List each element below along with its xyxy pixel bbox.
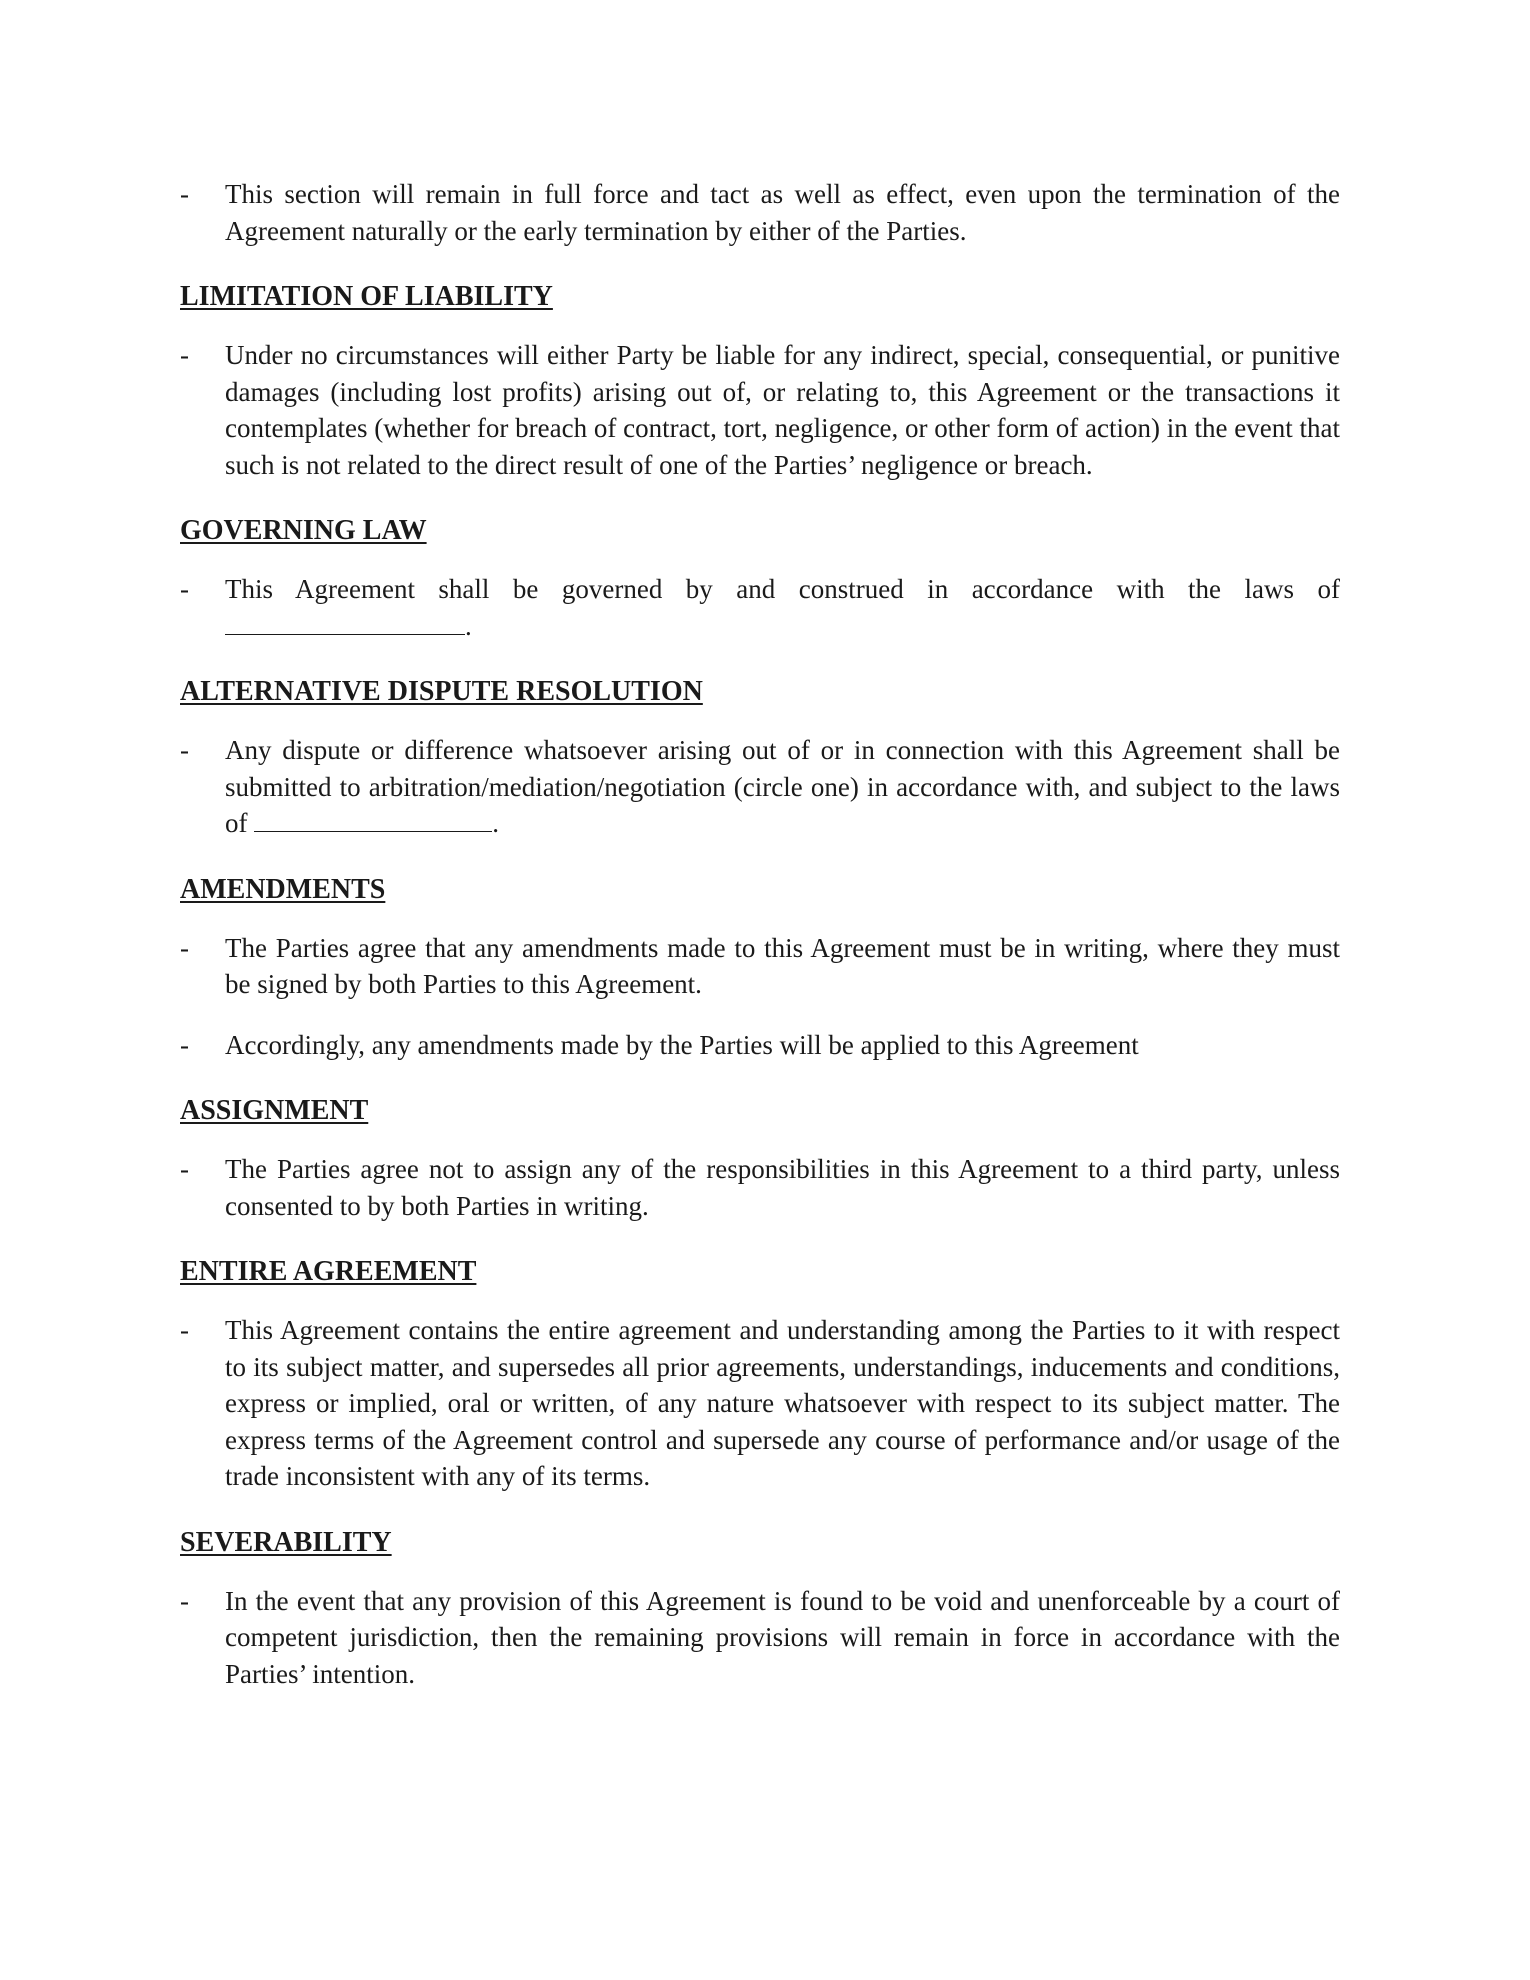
bullet-dash: -: [180, 340, 189, 370]
severability-clause: [180, 1583, 1340, 1693]
governing-law-heading: GOVERNING LAW: [180, 515, 427, 546]
document-content: [180, 176, 1340, 1716]
limitation-of-liability-heading: LIMITATION OF LIABILITY: [180, 281, 553, 312]
dispute-resolution-text: Any dispute or difference whatsoever arising out of or in connection with this Agreement shall be submitted to arbitration/mediation/negotiation (circle one) in accordance with, and subject to the laws of: [225, 735, 1340, 838]
amendments-applied-text: Accordingly, any amendments made by the Parties will be applied to this Agreement: [225, 1029, 1139, 1060]
bullet-dash: -: [180, 179, 189, 209]
bullet-dash: -: [180, 1154, 189, 1184]
assignment-heading: ASSIGNMENT: [180, 1095, 369, 1126]
amendments-writing-text: The Parties agree that any amendments made to this Agreement must be in writing, where they must be signed by both Parties to this Agreement.: [225, 932, 1340, 999]
bullet-dash: -: [180, 1315, 189, 1345]
dispute-resolution-blank-line[interactable]: [254, 805, 492, 832]
entire-agreement-clause: [180, 1312, 1340, 1495]
assignment-clause: [180, 1151, 1340, 1224]
bullet-dash: -: [180, 1585, 189, 1616]
governing-law-clause: [180, 571, 1340, 644]
dispute-resolution-clause: [180, 732, 1340, 842]
entire-agreement-heading: ENTIRE AGREEMENT: [180, 1256, 477, 1287]
governing-law-blank-line[interactable]: [225, 608, 465, 635]
entire-agreement-text: This Agreement contains the entire agreement and understanding among the Parties to it with respect to its subject matter, and supersedes all prior agreements, understandings, inducements and conditions, express or implied, oral or written, of any nature whatsoever with respect to its subject matter. The express terms of the Agreement control and supersede any course of performance and/or usage of the trade inconsistent with any of its terms.: [225, 1315, 1340, 1491]
bullet-dash: -: [180, 574, 189, 604]
survival-clause-text: This section will remain in full force and tact as well as effect, even upon the termination of the Agreement naturally or the early termination by either of the Parties.: [225, 179, 1340, 246]
dispute-resolution-period: .: [492, 808, 499, 838]
amendments-clause-writing: [180, 930, 1340, 1003]
bullet-dash: -: [180, 932, 189, 963]
governing-law-text: This Agreement shall be governed by and construed in accordance with the laws of: [225, 574, 1340, 604]
assignment-text: The Parties agree not to assign any of the responsibilities in this Agreement to a third party, unless consented to by both Parties in writing.: [225, 1154, 1340, 1221]
amendments-clause-applied: [180, 1027, 1340, 1064]
limitation-of-liability-text: Under no circumstances will either Party be liable for any indirect, special, consequential, or punitive damages (including lost profits) arising out of, or relating to, this Agreement or the transactions it contemplates (whether for breach of contract, tort, negligence, or other form of action) in the event that such is not related to the direct result of one of the Parties’ negligence or breach.: [225, 340, 1340, 480]
severability-text: In the event that any provision of this Agreement is found to be void and unenforceable by a court of competent jurisdiction, then the remaining provisions will remain in force in accordance with the Parties’ intention.: [225, 1585, 1340, 1689]
bullet-dash: -: [180, 735, 189, 765]
amendments-heading: AMENDMENTS: [180, 873, 386, 905]
dispute-resolution-heading: ALTERNATIVE DISPUTE RESOLUTION: [180, 676, 703, 707]
limitation-of-liability-clause: [180, 337, 1340, 483]
survival-clause: [180, 176, 1340, 249]
severability-heading: SEVERABILITY: [180, 1526, 392, 1558]
bullet-dash: -: [180, 1029, 189, 1060]
governing-law-period: .: [465, 610, 472, 641]
